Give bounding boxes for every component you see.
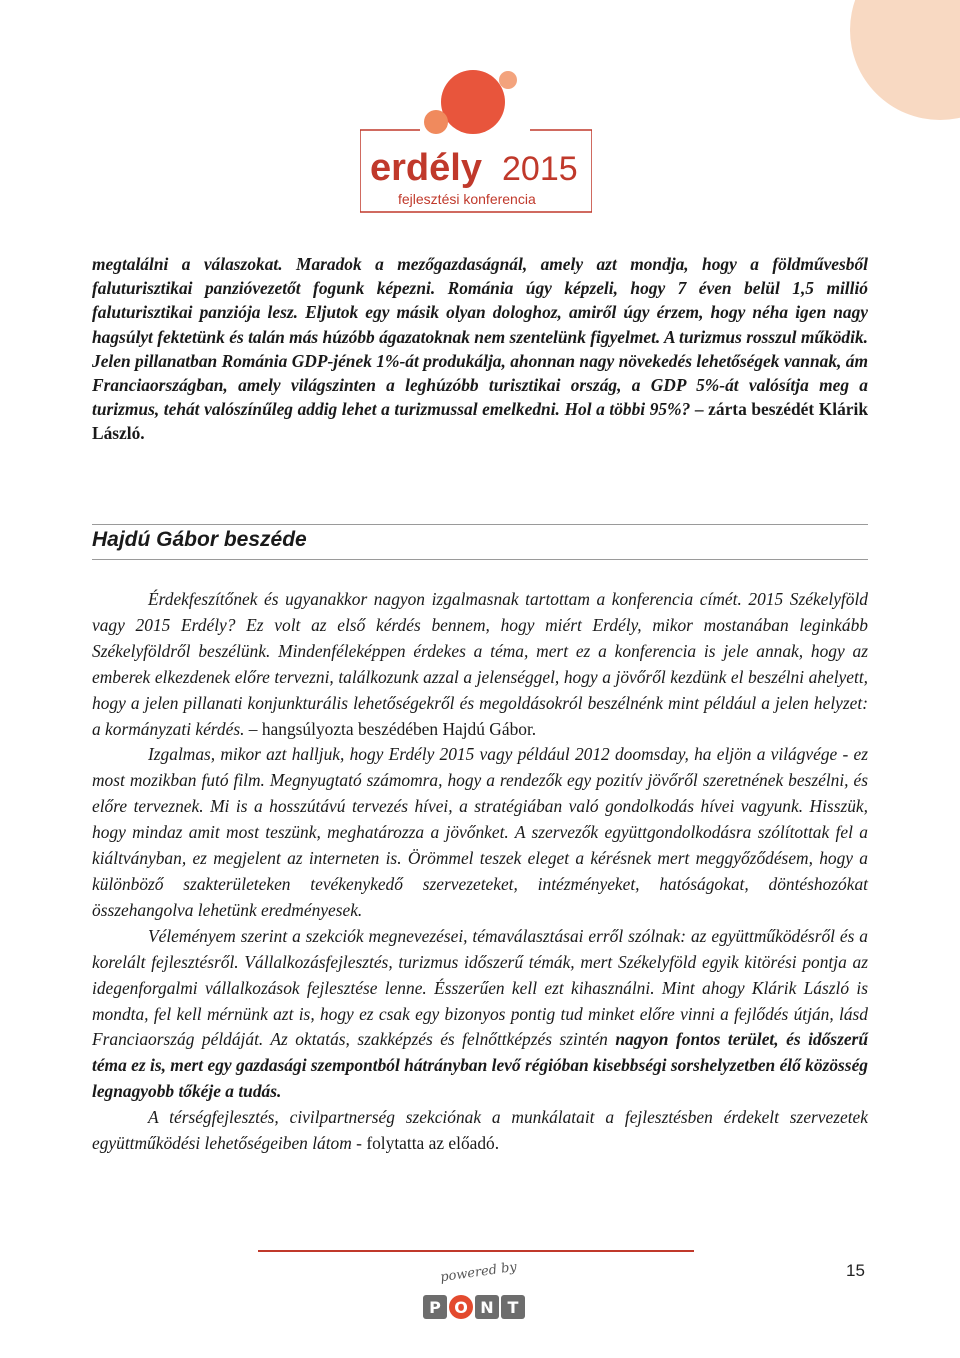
pont-letter-o: O bbox=[449, 1295, 473, 1319]
paragraph-1-italic: Érdekfeszítőnek és ugyanakkor nagyon izgalmasnak tartottam a konferencia címét. 2015 Székelyföld vagy 2015 Erdély? Ez volt az első kérdés bennem, hogy miért Erdély, mikor mostanában leginkább Székelyföldről beszélünk. Mindenféleképpen érdekes a téma, mert ez a konferencia is jele annak, hogy az emberek elkezdenek előre tervezni, találkozunk azzal a jelenséggel, hogy a jövőről kezdünk el beszélni ahelyett, hogy a jelen pillanati konjunkturális lehetőségekről és megoldásokról beszélnénk mint például a jelen helyzet: a kormányzati kérdés. – bbox=[92, 589, 868, 739]
logo-graphic bbox=[360, 70, 592, 220]
pont-letter-p: P bbox=[423, 1295, 447, 1319]
powered-by-text: powered by bbox=[439, 1259, 518, 1286]
pont-letter-n: N bbox=[475, 1295, 499, 1319]
speech-body bbox=[92, 587, 868, 1157]
powered-by-pont-logo bbox=[423, 1259, 533, 1325]
paragraph-1-plain: hangsúlyozta beszédében Hajdú Gábor. bbox=[257, 718, 537, 739]
paragraph-4-italic: A térségfejlesztés, civilpartnerség szekciónak a munkálatait a fejlesztésben érdekelt szervezetek együttműködési lehetőségeiben látom bbox=[92, 1107, 868, 1154]
pont-letter-t: T bbox=[501, 1295, 525, 1319]
paragraph-1 bbox=[92, 587, 868, 742]
logo-circle-small bbox=[499, 71, 517, 89]
intro-text: megtalálni a válaszokat. Maradok a mezőgazdaságnál, amely azt mondja, hogy a földművesből faluturisztikai panzióvezetőt fogunk képezni. Románia úgy képzeli, hogy 7 éven belül 1,5 millió faluturisztikai panziója lesz. Eljutok egy másik olyan dologhoz, amiről úgy érzem, hogy néha igen nagy hagsúlyt fektetünk és talán más húzóbb ágazatoknak nem szentelünk figyelmet. A turizmus rosszul működik. Jelen pillanatban Románia GDP-jének 1%-át produkálja, ahonnan nagy növekedés lehetőségek vannak, ám Franciaországban, amely világszinten a leghúzóbb turisztikai ország, a GDP 5%-át valósítja meg a turizmus, tehát valószínűleg addig lehet a turizmussal emelkedni. Hol a többi 95%? bbox=[92, 254, 868, 420]
footer-divider bbox=[258, 1250, 694, 1252]
intro-signature: – zárta beszédét Klárik László. bbox=[92, 399, 868, 444]
intro-paragraph bbox=[92, 252, 868, 446]
paragraph-4-plain: - folytatta az előadó. bbox=[351, 1133, 500, 1154]
paragraph-3 bbox=[92, 924, 868, 1105]
logo-circle-medium bbox=[424, 110, 448, 134]
section-heading-bar bbox=[92, 524, 868, 560]
section-heading: Hajdú Gábor beszéde bbox=[92, 528, 307, 551]
logo-year: 2015 bbox=[502, 150, 578, 188]
paragraph-3-italic: Véleményem szerint a szekciók megnevezései, témaválasztásai erről szólnak: az együttműködésről és a korelált fejlesztésről. Vállalkozásfejlesztés, turizmus időszerű témák, mert Székelyföld egyik kitörési pontja az idegenforgalmi vállalkozások fejlesztése lenne. Ésszerűen kell ezt kihasználni. Mint ahogy Klárik László is mondta, fel kell mérnünk azt is, hogy ez csak egy bizonyos pontig tud minket előre vinni a fejlődés útján, lásd Franciaország példáját. Az oktatás, szakképzés és felnőttképzés szintén bbox=[92, 925, 868, 1050]
pont-wordmark bbox=[423, 1295, 525, 1319]
corner-decoration bbox=[850, 0, 960, 120]
intro-text-block bbox=[92, 252, 868, 446]
logo-brand: erdély bbox=[370, 147, 482, 189]
page-number: 15 bbox=[846, 1261, 865, 1280]
paragraph-4 bbox=[92, 1105, 868, 1157]
logo-subtitle: fejlesztési konferencia bbox=[398, 191, 536, 207]
paragraph-3-bold: nagyon fontos terület, és időszerű téma ez is, mert egy gazdasági szempontból hátrányban levő régióban kisebbségi sorshelyzetben élő közösség legnagyobb tőkéje a tudás. bbox=[92, 1029, 869, 1102]
logo-circle-large bbox=[441, 70, 505, 134]
erdely-2015-logo bbox=[360, 70, 592, 220]
paragraph-2: Izgalmas, mikor azt halljuk, hogy Erdély 2015 vagy például 2012 doomsday, ha eljön a világvége - ez most mozikban futó film. Megnyugtató számomra, hogy a rendezők egy pozitív jövőről szeretnének beszélni, és előre terveznek. Mi is a hosszútávú tervezés hívei, a stratégiában való gondolkodás hívei vagyunk. Hisszük, hogy mindaz amit most teszünk, meghatározza a jövőnket. A szervezők együttgondolkodásra szólítottak fel a kiáltványban, ez megjelent az interneten is. Örömmel teszek eleget a kérésnek mert meggyőződésem, hogy a különböző szakterületeken tevékenykedő szervezeteket, intézményeket, hatóságokat, döntéshozókat összehangolva lehetünk eredményesek. bbox=[92, 744, 868, 920]
